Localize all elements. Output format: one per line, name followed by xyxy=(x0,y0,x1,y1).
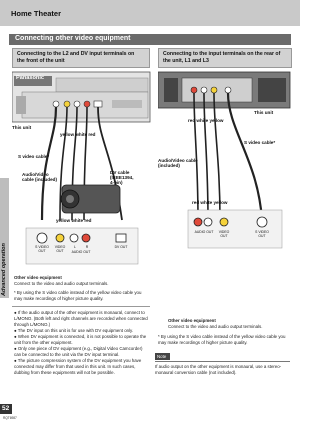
side-tab xyxy=(0,178,9,298)
section-title: Connecting other video equipment xyxy=(15,35,131,42)
other-audio-l-out xyxy=(70,234,78,242)
left-other-equipment-desc: Connect to the video and audio output terminals. xyxy=(14,281,109,286)
note-tag xyxy=(155,353,170,360)
section-title-bar xyxy=(9,34,291,45)
right-cable-colors-top: red white yellow xyxy=(188,118,224,123)
rear-terminal-block-3 xyxy=(258,78,286,102)
audio-l-jack xyxy=(74,101,80,107)
left-footnote: * By using the S video cable instead of the yellow video cable you may make recordings of higher picture quality. xyxy=(14,290,142,301)
right-jack-s-video-label: S VIDEO OUT xyxy=(255,230,269,238)
side-slot xyxy=(16,96,26,114)
bullet-item: ● If the audio output of the other equipment is monaural, connect to L/MONO. (Both left and right channels are recorded when connected through L/MONO.) xyxy=(14,310,148,327)
page-number: 52 xyxy=(2,405,10,412)
rear-audio-l-jack xyxy=(201,87,207,93)
right-jack-audio-label: AUDIO OUT xyxy=(194,230,214,234)
right-panel-heading-text xyxy=(163,51,293,65)
page-header xyxy=(0,0,300,26)
right-other-equipment-title: Other video equipment xyxy=(168,318,216,323)
rear-audio-r-jack xyxy=(191,87,197,93)
right-other-equipment-desc: Connect to the video and audio output terminals. xyxy=(168,324,263,329)
bullet-item: ● The DV input on this unit is for use with DV equipment only. xyxy=(14,328,134,333)
left-other-equipment xyxy=(14,275,150,287)
audio-r-jack xyxy=(84,101,90,107)
other-audio-r-out xyxy=(82,234,90,242)
left-jack-audio-label: AUDIO OUT xyxy=(71,250,91,254)
dv-cable-label-1: DV cable xyxy=(110,170,130,175)
left-jack-s-video-label: S VIDEO OUT xyxy=(35,245,49,253)
dv-cable-label-2: (IEEE1394, xyxy=(110,175,134,180)
right-other-s-video-out xyxy=(257,217,267,227)
left-divider xyxy=(12,306,150,307)
note-tag-label: Note xyxy=(157,354,167,359)
bullet-item: ● Only one piece of DV equipment (e.g., Digital Video Camcorder) can be connected to the unit via the DV input terminal. xyxy=(14,346,143,357)
left-panel-heading xyxy=(12,48,150,68)
bullet-text: The picture compression system of the DV equipment you have connected may differ from that used in this unit. In such cases, dubbing from these equipments will not be possible. xyxy=(14,358,142,375)
right-jack-video-label: VIDEO OUT xyxy=(218,230,230,238)
right-heading-line2: the unit, L1 and L3 xyxy=(163,58,209,64)
right-panel-heading xyxy=(158,48,292,68)
right-av-cable-label-2: (included) xyxy=(158,163,180,168)
document-code: RQT6987 xyxy=(3,416,17,420)
right-s-video-cable-label: S video cable* xyxy=(244,140,276,145)
right-other-audio-l-out xyxy=(204,218,212,226)
left-panel-heading-text xyxy=(17,51,147,65)
bullet-text: When DV equipment is connected, it is not possible to operate the unit from the other equipment. xyxy=(14,334,147,345)
bullet-text: The DV input on this unit is for use with DV equipment only. xyxy=(17,328,134,333)
right-av-cable-label-1: Audio/Video cable xyxy=(158,158,198,163)
dv-cable-label-3: 4-pin) xyxy=(110,180,123,185)
left-s-video-cable-label: S video cable* xyxy=(18,154,50,159)
left-other-equipment-title: Other video equipment xyxy=(14,275,62,280)
left-jack-dv-label: DV OUT xyxy=(114,245,128,249)
bullet-item: ● When DV equipment is connected, it is not possible to operate the unit from the other equipment. xyxy=(14,334,147,345)
rear-video-jack xyxy=(211,87,217,93)
right-other-equipment xyxy=(168,318,292,330)
left-av-cable-label-1: Audio/Video xyxy=(22,172,49,177)
left-cable-colors-bottom: yellow white red xyxy=(56,218,92,223)
right-diagram-svg xyxy=(158,70,292,270)
page-number-box xyxy=(0,404,12,414)
note-text: If audio output on the other equipment is monaural, use a stereo-monaural conversion cable (not included). xyxy=(155,364,282,375)
note-divider xyxy=(155,361,290,362)
other-s-video-out xyxy=(37,233,47,243)
disc-tray xyxy=(56,78,148,92)
left-bullets xyxy=(14,310,150,376)
right-other-audio-r-out xyxy=(194,218,202,226)
bullet-item: ● The picture compression system of the DV equipment you have connected may differ from that used in this unit. In such cases, dubbing from these equipments will not be possible. xyxy=(14,358,142,375)
camcorder-lens-inner xyxy=(66,195,74,203)
left-av-cable-label-2: cable (included) xyxy=(22,177,57,182)
dv-jack xyxy=(94,101,102,107)
right-cable-colors-bottom: red white yellow xyxy=(192,200,228,205)
right-heading-line1: Connecting to the input terminals on the rear of xyxy=(163,51,281,57)
brand-label: Panasonic xyxy=(16,75,44,81)
left-heading-line1: Connecting to the L2 and DV input terminals on xyxy=(17,51,135,57)
left-connection-diagram xyxy=(12,70,152,280)
left-heading-line2: the front of the unit xyxy=(17,58,65,64)
page-title: Home Theater xyxy=(11,9,62,18)
s-video-jack xyxy=(53,101,59,107)
right-this-unit-label: This unit xyxy=(254,110,274,115)
other-dv-out xyxy=(116,234,126,242)
video-jack xyxy=(64,101,70,107)
left-jack-l-label: L xyxy=(74,245,76,249)
rear-s-video-jack xyxy=(225,87,231,93)
side-tab-label: Advanced operation xyxy=(1,243,7,296)
bullet-text: Only one piece of DV equipment (e.g., Digital Video Camcorder) can be connected to the unit via the DV input terminal. xyxy=(14,346,143,357)
right-other-video-out xyxy=(220,218,228,226)
left-jack-video-label: VIDEO OUT xyxy=(54,245,66,253)
other-video-out xyxy=(56,234,64,242)
left-this-unit-label: This unit xyxy=(12,125,32,130)
right-footnote: * By using the S video cable instead of the yellow video cable you may make recordings of higher picture quality. xyxy=(158,334,286,345)
panel-buttons xyxy=(112,100,142,108)
rear-terminal-block-1 xyxy=(164,78,178,102)
left-jack-r-label: R xyxy=(85,245,89,249)
right-connection-diagram xyxy=(158,70,292,270)
left-cable-colors-top: yellow white red xyxy=(60,132,96,137)
right-other-equipment-panel xyxy=(188,210,282,248)
bullet-text: If the audio output of the other equipment is monaural, connect to L/MONO. (Both left and right channels are recorded when connected through L/MONO.) xyxy=(14,310,148,327)
s-video-cable xyxy=(42,107,56,220)
